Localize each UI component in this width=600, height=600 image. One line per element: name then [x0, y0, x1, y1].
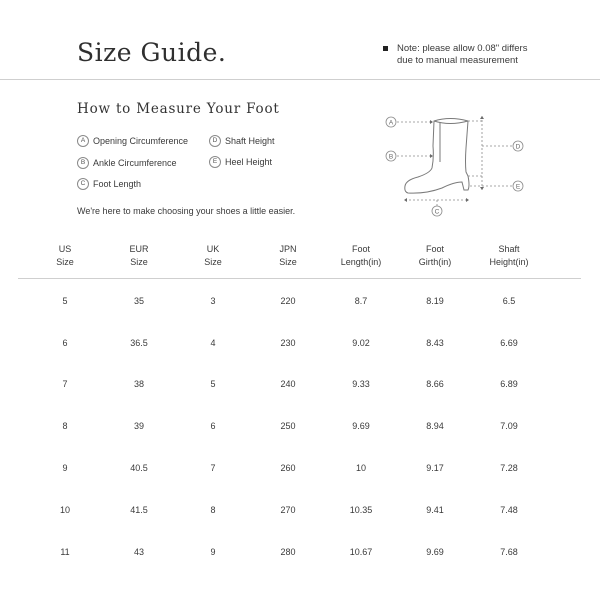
- table-row: [0, 377, 600, 391]
- header-divider: [0, 79, 600, 80]
- col-header-foot-girth: Foot Girth(in): [418, 244, 452, 267]
- cell-eur: 39: [133, 421, 144, 431]
- table-row: [0, 294, 600, 308]
- table-row: [0, 545, 600, 559]
- cell-uk: 6: [210, 421, 216, 431]
- col-header-uk: UK Size: [204, 244, 222, 267]
- table-header-divider: [18, 278, 581, 279]
- cell-jpn: 270: [280, 505, 296, 515]
- cell-foot-length: 9.69: [352, 421, 370, 431]
- cell-eur: 35: [133, 296, 144, 306]
- cell-us: 5: [62, 296, 68, 306]
- legend-label-foot-length: Foot Length: [93, 179, 142, 189]
- cell-foot-girth: 9.17: [426, 463, 444, 473]
- col-header-us: US Size: [56, 244, 74, 267]
- legend-label-opening: Opening Circumference: [93, 136, 189, 146]
- table-header: [0, 243, 600, 277]
- cell-foot-girth: 8.66: [426, 379, 444, 389]
- cell-jpn: 240: [280, 379, 296, 389]
- table-row: [0, 461, 600, 475]
- cell-foot-girth: 9.41: [426, 505, 444, 515]
- cell-foot-girth: 8.19: [426, 296, 444, 306]
- cell-foot-girth: 8.94: [426, 421, 444, 431]
- diagram-label-c: C: [434, 208, 440, 216]
- boot-diagram: [378, 110, 528, 220]
- cell-jpn: 280: [280, 547, 296, 557]
- table-row: [0, 503, 600, 517]
- cell-us: 6: [62, 338, 68, 348]
- col-header-jpn: JPN Size: [279, 244, 297, 267]
- cell-uk: 8: [210, 505, 216, 515]
- cell-jpn: 220: [280, 296, 296, 306]
- cell-eur: 38: [133, 379, 144, 389]
- cell-foot-length: 8.7: [354, 296, 368, 306]
- cell-shaft-height: 6.69: [500, 338, 518, 348]
- table-row: [0, 419, 600, 433]
- measure-title: How to Measure Your Foot: [77, 101, 280, 117]
- cell-foot-girth: 8.43: [426, 338, 444, 348]
- cell-us: 11: [60, 547, 70, 557]
- legend-label-shaft: Shaft Height: [225, 136, 275, 146]
- tagline: We're here to make choosing your shoes a little easier.: [77, 206, 296, 216]
- cell-foot-length: 10: [355, 463, 366, 473]
- note-line-2: due to manual measurement: [397, 55, 518, 66]
- cell-foot-length: 10.35: [349, 505, 373, 515]
- cell-uk: 9: [210, 547, 216, 557]
- cell-uk: 3: [210, 296, 216, 306]
- cell-us: 9: [62, 463, 68, 473]
- cell-us: 7: [62, 379, 68, 389]
- cell-foot-girth: 9.69: [426, 547, 444, 557]
- cell-shaft-height: 7.48: [500, 505, 518, 515]
- cell-uk: 5: [210, 379, 216, 389]
- cell-foot-length: 9.02: [352, 338, 370, 348]
- cell-us: 10: [59, 505, 70, 515]
- legend-letter-b-icon: B: [77, 157, 89, 169]
- cell-uk: 4: [210, 338, 216, 348]
- note-line-1: Note: please allow 0.08" differs: [397, 43, 528, 54]
- cell-eur: 43: [133, 547, 144, 557]
- legend-letter-d-icon: D: [209, 135, 221, 147]
- diagram-label-d: D: [515, 143, 521, 151]
- col-header-foot-length: Foot Length(in): [340, 244, 382, 267]
- table-row: [0, 336, 600, 350]
- cell-jpn: 230: [280, 338, 296, 348]
- cell-jpn: 260: [280, 463, 296, 473]
- cell-shaft-height: 7.28: [500, 463, 518, 473]
- cell-us: 8: [62, 421, 68, 431]
- cell-shaft-height: 6.5: [502, 296, 516, 306]
- cell-foot-length: 9.33: [352, 379, 370, 389]
- legend-label-ankle: Ankle Circumference: [93, 158, 177, 168]
- diagram-label-e: E: [515, 183, 521, 191]
- cell-shaft-height: 6.89: [500, 379, 518, 389]
- cell-eur: 36.5: [130, 338, 148, 348]
- col-header-eur: EUR Size: [129, 244, 149, 267]
- cell-jpn: 250: [280, 421, 296, 431]
- diagram-label-a: A: [388, 119, 394, 127]
- cell-uk: 7: [210, 463, 216, 473]
- page-title: Size Guide.: [77, 38, 227, 67]
- cell-eur: 41.5: [130, 505, 148, 515]
- legend-letter-c-icon: C: [77, 178, 89, 190]
- legend-letter-a-icon: A: [77, 135, 89, 147]
- note-text: [397, 43, 567, 67]
- cell-shaft-height: 7.09: [500, 421, 518, 431]
- legend-label-heel: Heel Height: [225, 157, 273, 167]
- col-header-shaft-height: Shaft Height(in): [489, 244, 529, 267]
- cell-foot-length: 10.67: [349, 547, 373, 557]
- cell-eur: 40.5: [130, 463, 148, 473]
- cell-shaft-height: 7.68: [500, 547, 518, 557]
- diagram-label-b: B: [388, 153, 394, 161]
- note-bullet-icon: [383, 46, 388, 51]
- legend-letter-e-icon: E: [209, 156, 221, 168]
